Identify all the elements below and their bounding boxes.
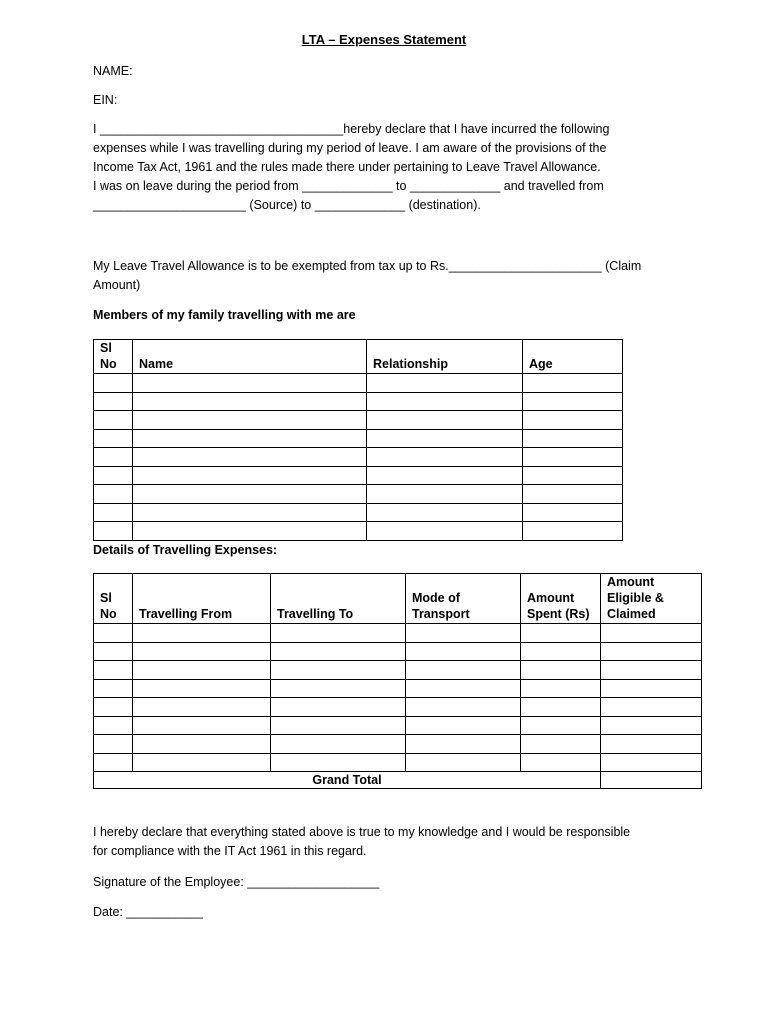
table-cell[interactable] <box>133 466 367 485</box>
table-row <box>94 522 623 541</box>
declaration-line: I ___________________________________hereby declare that I have incurred the following <box>93 122 610 136</box>
declaration-paragraph <box>93 120 673 215</box>
table-row <box>94 753 702 772</box>
table-cell[interactable] <box>133 716 271 735</box>
table-cell[interactable] <box>367 466 523 485</box>
table-cell[interactable] <box>271 679 406 698</box>
table-cell[interactable] <box>367 448 523 467</box>
table-cell[interactable] <box>94 429 133 448</box>
header-cell-travelling-from: Travelling From <box>133 574 271 624</box>
table-row <box>94 429 623 448</box>
table-cell[interactable] <box>521 735 601 754</box>
table-cell[interactable] <box>94 503 133 522</box>
allowance-line: Amount) <box>93 278 141 292</box>
header-cell-amount-spent: Amount Spent (Rs) <box>521 574 601 624</box>
family-heading: Members of my family travelling with me are <box>93 308 356 322</box>
date-field: Date: ___________ <box>93 905 203 919</box>
table-cell[interactable] <box>94 642 133 661</box>
table-cell[interactable] <box>523 411 623 430</box>
table-cell[interactable] <box>133 698 271 717</box>
final-declaration-line: for compliance with the IT Act 1961 in this regard. <box>93 844 367 858</box>
table-cell[interactable] <box>521 716 601 735</box>
table-cell[interactable] <box>367 485 523 504</box>
name-label: NAME: <box>93 64 133 78</box>
table-cell[interactable] <box>271 642 406 661</box>
declaration-line: expenses while I was travelling during my period of leave. I am aware of the provisions of the <box>93 141 607 155</box>
table-row <box>94 735 702 754</box>
table-row <box>94 661 702 680</box>
table-cell[interactable] <box>523 392 623 411</box>
grand-total-row <box>94 772 702 789</box>
table-cell[interactable] <box>406 753 521 772</box>
table-cell[interactable] <box>133 448 367 467</box>
allowance-paragraph <box>93 257 673 295</box>
table-row <box>94 624 702 643</box>
table-row <box>94 698 702 717</box>
table-cell[interactable] <box>406 698 521 717</box>
table-row <box>94 679 702 698</box>
table-cell[interactable] <box>406 642 521 661</box>
table-cell[interactable] <box>94 698 133 717</box>
table-cell[interactable] <box>133 679 271 698</box>
final-declaration <box>93 823 693 861</box>
family-table <box>93 339 623 541</box>
table-cell[interactable] <box>133 374 367 393</box>
table-cell[interactable] <box>94 624 133 643</box>
table-row <box>94 503 623 522</box>
table-cell[interactable] <box>133 503 367 522</box>
table-row <box>94 448 623 467</box>
table-row <box>94 485 623 504</box>
table-cell[interactable] <box>367 503 523 522</box>
allowance-line: My Leave Travel Allowance is to be exempted from tax up to Rs.______________________ (Claim <box>93 259 642 273</box>
table-cell[interactable] <box>406 679 521 698</box>
expenses-table <box>93 573 702 789</box>
table-cell[interactable] <box>94 466 133 485</box>
table-cell[interactable] <box>521 661 601 680</box>
table-cell[interactable] <box>601 698 702 717</box>
table-cell[interactable] <box>601 753 702 772</box>
table-cell[interactable] <box>271 661 406 680</box>
table-cell[interactable] <box>523 466 623 485</box>
table-cell[interactable] <box>367 374 523 393</box>
table-cell[interactable] <box>367 429 523 448</box>
table-cell[interactable] <box>271 716 406 735</box>
table-row <box>94 642 702 661</box>
table-cell[interactable] <box>523 374 623 393</box>
table-cell[interactable] <box>94 411 133 430</box>
family-table-header <box>94 340 623 374</box>
table-cell[interactable] <box>523 522 623 541</box>
table-cell[interactable] <box>406 624 521 643</box>
page-title: LTA – Expenses Statement <box>301 32 467 47</box>
header-cell-relationship: Relationship <box>367 340 523 374</box>
header-cell-amount-claimed: Amount Eligible & Claimed <box>601 574 702 624</box>
table-cell[interactable] <box>271 735 406 754</box>
table-cell[interactable] <box>271 698 406 717</box>
table-cell[interactable] <box>94 448 133 467</box>
final-declaration-line: I hereby declare that everything stated above is true to my knowledge and I would be responsible <box>93 825 631 839</box>
table-cell[interactable] <box>94 392 133 411</box>
table-cell[interactable] <box>271 753 406 772</box>
table-cell[interactable] <box>367 522 523 541</box>
table-cell[interactable] <box>367 411 523 430</box>
table-cell[interactable] <box>601 735 702 754</box>
table-cell[interactable] <box>523 448 623 467</box>
table-row <box>94 466 623 485</box>
table-cell[interactable] <box>601 716 702 735</box>
expenses-heading: Details of Travelling Expenses: <box>93 543 278 557</box>
table-cell[interactable] <box>406 661 521 680</box>
table-row <box>94 392 623 411</box>
table-cell[interactable] <box>133 735 271 754</box>
table-cell[interactable] <box>523 485 623 504</box>
header-cell-mode-of-transport: Mode of Transport <box>406 574 521 624</box>
table-cell[interactable] <box>601 679 702 698</box>
grand-total-value-cell[interactable] <box>601 772 702 789</box>
table-cell[interactable] <box>367 392 523 411</box>
table-cell[interactable] <box>523 429 623 448</box>
signature-field: Signature of the Employee: ___________________ <box>93 875 380 889</box>
table-cell[interactable] <box>94 716 133 735</box>
table-row <box>94 411 623 430</box>
declaration-line: Income Tax Act, 1961 and the rules made there under pertaining to Leave Travel Allowance. <box>93 160 601 174</box>
declaration-line: ______________________ (Source) to _____________ (destination). <box>93 198 481 212</box>
table-cell[interactable] <box>521 698 601 717</box>
table-cell[interactable] <box>406 716 521 735</box>
table-cell[interactable] <box>601 661 702 680</box>
table-cell[interactable] <box>133 642 271 661</box>
table-row <box>94 374 623 393</box>
grand-total-label: Grand Total <box>94 772 601 789</box>
header-cell-travelling-to: Travelling To <box>271 574 406 624</box>
table-cell[interactable] <box>271 624 406 643</box>
table-cell[interactable] <box>133 624 271 643</box>
table-cell[interactable] <box>523 503 623 522</box>
table-row <box>94 716 702 735</box>
ein-label: EIN: <box>93 93 118 107</box>
table-cell[interactable] <box>94 374 133 393</box>
header-cell-age: Age <box>523 340 623 374</box>
declaration-line: I was on leave during the period from _____________ to _____________ and travelled from <box>93 179 604 193</box>
table-cell[interactable] <box>521 679 601 698</box>
table-cell[interactable] <box>94 522 133 541</box>
table-cell[interactable] <box>521 624 601 643</box>
table-cell[interactable] <box>601 642 702 661</box>
header-cell-sl-no: Sl No <box>94 574 133 624</box>
table-cell[interactable] <box>133 661 271 680</box>
table-cell[interactable] <box>601 624 702 643</box>
header-cell-sl-no: Sl No <box>94 340 133 374</box>
expenses-table-header <box>94 574 702 624</box>
table-cell[interactable] <box>406 735 521 754</box>
table-cell[interactable] <box>133 485 367 504</box>
header-cell-name: Name <box>133 340 367 374</box>
table-cell[interactable] <box>521 753 601 772</box>
table-cell[interactable] <box>94 679 133 698</box>
table-cell[interactable] <box>521 642 601 661</box>
table-cell[interactable] <box>133 392 367 411</box>
table-cell[interactable] <box>94 735 133 754</box>
table-cell[interactable] <box>133 411 367 430</box>
table-cell[interactable] <box>133 522 367 541</box>
table-cell[interactable] <box>94 661 133 680</box>
table-cell[interactable] <box>94 753 133 772</box>
table-cell[interactable] <box>94 485 133 504</box>
table-cell[interactable] <box>133 429 367 448</box>
table-cell[interactable] <box>133 753 271 772</box>
